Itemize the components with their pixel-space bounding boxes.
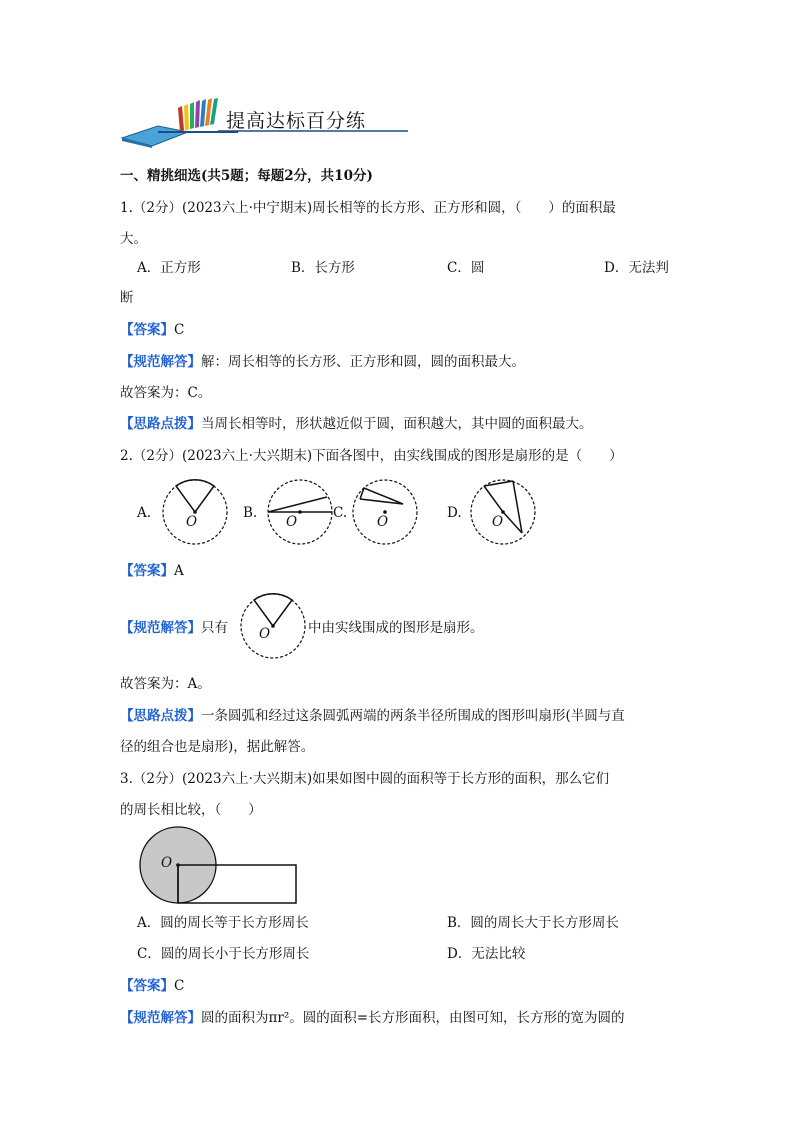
q2-conclusion: 故答案为：A。	[120, 676, 211, 692]
q2-solution-center: O	[259, 626, 271, 642]
solution-tag: 【规范解答】	[120, 620, 201, 636]
q2-solution	[120, 618, 228, 638]
q1-stem-cont: 大。	[120, 231, 147, 247]
q3-option-c[interactable]: C．圆的周长小于长方形周长	[137, 946, 310, 962]
hint-tag: 【思路点拨】	[120, 708, 201, 724]
banner-title: 提高达标百分练	[226, 110, 367, 132]
q3-option-a[interactable]: A．圆的周长等于长方形周长	[137, 915, 309, 931]
q3-answer	[120, 976, 184, 996]
q1-solution	[120, 352, 525, 372]
solution-tag: 【规范解答】	[120, 354, 201, 370]
q2-hint-text: 一条圆弧和经过这条圆弧两端的两条半径所围成的图形叫扇形(半圆与直	[201, 708, 625, 724]
q1-conclusion: 故答案为：C。	[120, 385, 212, 401]
q3-solution-text: 圆的面积为πr²。圆的面积=长方形面积，由图可知，长方形的宽为圆的	[201, 1010, 625, 1026]
q3-center: O	[161, 855, 173, 871]
q3-option-b[interactable]: B．圆的周长大于长方形周长	[447, 915, 619, 931]
solution-tag: 【规范解答】	[120, 1010, 201, 1026]
q3-solution	[120, 1008, 625, 1028]
answer-tag: 【答案】	[120, 322, 174, 338]
q2-option-b-label[interactable]: B.	[243, 505, 258, 521]
q1-solution-text: 解：周长相等的长方形、正方形和圆，圆的面积最大。	[201, 354, 525, 370]
q2-hint-cont: 径的组合也是扇形)，据此解答。	[120, 739, 315, 755]
q3-stem-cont: 的周长相比较，（ ）	[120, 802, 262, 818]
title-banner	[118, 98, 408, 148]
q2-answer	[120, 561, 184, 581]
q2-solution-pre: 只有	[201, 620, 228, 636]
q1-option-a[interactable]: A．正方形	[137, 260, 201, 276]
q1-hint	[120, 414, 593, 434]
q1-option-d[interactable]: D．无法判	[604, 260, 669, 276]
q1-option-c[interactable]: C．圆	[447, 260, 485, 276]
q2-b-center: O	[286, 514, 298, 530]
answer-tag: 【答案】	[120, 563, 174, 579]
q2-figure-b[interactable]	[263, 477, 337, 547]
q2-hint	[120, 706, 625, 726]
q2-d-center: O	[492, 514, 504, 530]
section-heading: 一、精挑细选(共5题；每题2分，共10分)	[120, 168, 373, 184]
q1-stem: 1.（2分）(2023六上·中宁期末)周长相等的长方形、正方形和圆，（ ）的面积最	[120, 200, 616, 216]
q2-option-a-label[interactable]: A.	[137, 505, 152, 521]
q1-option-d-wrap: 断	[120, 290, 134, 306]
q1-hint-text: 当周长相等时，形状越近似于圆，面积越大，其中圆的面积最大。	[201, 416, 593, 432]
q3-answer-value: C	[174, 978, 185, 994]
q2-answer-value: A	[174, 563, 184, 579]
q1-answer	[120, 320, 184, 340]
q1-answer-value: C	[174, 322, 185, 338]
q3-option-d[interactable]: D．无法比较	[447, 946, 526, 962]
q2-stem: 2.（2分）(2023六上·大兴期末)下面各图中，由实线围成的图形是扇形的是（ ）	[120, 448, 623, 464]
q3-stem: 3.（2分）(2023六上·大兴期末)如果如图中圆的面积等于长方形的面积，那么它们	[120, 771, 610, 787]
hint-tag: 【思路点拨】	[120, 416, 201, 432]
q2-option-d-label[interactable]: D.	[447, 505, 462, 521]
banner-underline	[118, 98, 408, 148]
q2-option-c-label[interactable]: C.	[333, 505, 348, 521]
q2-a-center: O	[186, 514, 198, 530]
q2-solution-post: 中由实线围成的图形是扇形。	[308, 620, 484, 636]
answer-tag: 【答案】	[120, 978, 174, 994]
q2-c-center: O	[377, 514, 389, 530]
q1-option-b[interactable]: B．长方形	[291, 260, 355, 276]
q2-solution-sector-figure	[238, 591, 308, 661]
